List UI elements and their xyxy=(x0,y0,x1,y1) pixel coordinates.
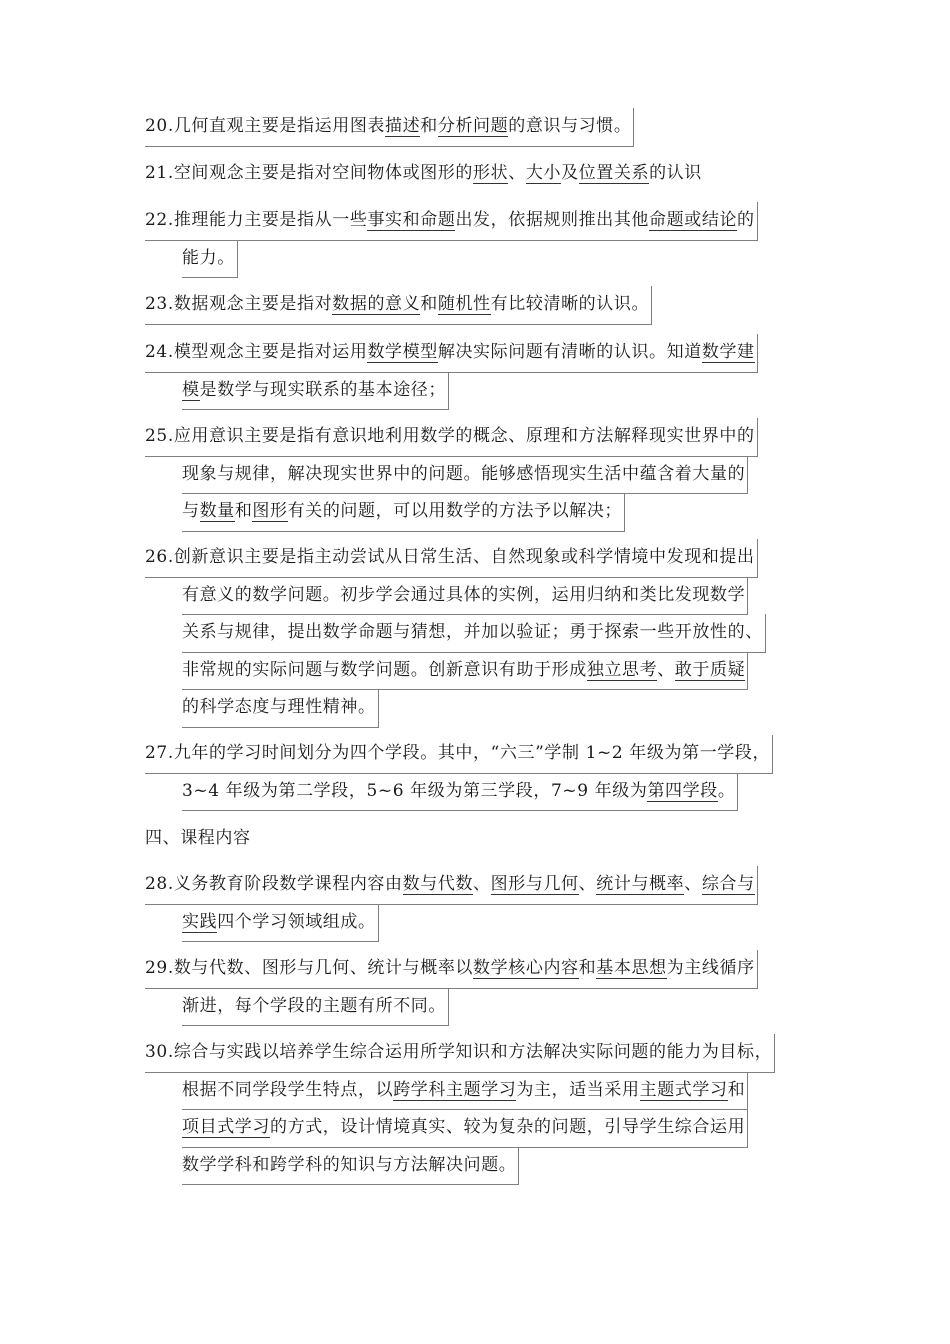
item-25-line xyxy=(145,418,810,456)
key-term: 统计与概率 xyxy=(596,874,685,894)
item-24-line xyxy=(145,372,810,410)
key-term: 实践 xyxy=(182,911,218,932)
line-frame xyxy=(182,577,748,616)
text-run: 与 xyxy=(182,501,200,521)
key-term: 图形 xyxy=(252,501,288,521)
item-27-line xyxy=(145,735,810,773)
text-run: 24.模型观念主要是指对运用 xyxy=(145,342,368,362)
key-term: 跨学科主题学习 xyxy=(393,1079,517,1100)
section-heading-course-content: 四、课程内容 xyxy=(145,828,251,848)
item-25-line xyxy=(145,493,810,531)
item-27 xyxy=(145,735,810,810)
text-run: 的意识与习惯。 xyxy=(508,116,632,136)
line-frame xyxy=(145,950,758,989)
key-term: 数量 xyxy=(199,501,235,521)
line-frame xyxy=(145,1034,775,1073)
item-28-line xyxy=(145,866,810,904)
item-30 xyxy=(145,1034,810,1184)
line-frame xyxy=(145,735,773,774)
text-run: 30.综合与实践以培养学生综合运用所学知识和方法解决实际问题的能力为目标， xyxy=(145,1042,773,1062)
text-run: 29.数与代数、图形与几何、统计与概率以 xyxy=(145,958,474,978)
text-run: 25.应用意识主要是指有意识地利用数学的概念、原理和方法解释现实世界中的 xyxy=(145,426,755,446)
text-run: 23.数据观念主要是指对 xyxy=(145,294,333,314)
text-run: 现象与规律，解决现实世界中的问题。能够感悟现实生活中蕴含着大量的 xyxy=(182,463,746,484)
item-27-line xyxy=(145,773,810,811)
text-run: 、 xyxy=(684,874,702,894)
text-run: 、 xyxy=(508,163,526,183)
line-frame xyxy=(145,539,758,578)
key-term: 描述 xyxy=(385,116,421,136)
text-run: 和 xyxy=(420,116,438,136)
item-24-line xyxy=(145,334,810,372)
key-term: 形状 xyxy=(473,163,509,183)
line-frame xyxy=(182,493,625,532)
item-20 xyxy=(145,108,810,146)
item-20-line xyxy=(145,108,810,146)
text-run: 和 xyxy=(727,1079,746,1100)
text-run: 22.推理能力主要是指从一些 xyxy=(145,210,368,230)
key-term: 数与代数 xyxy=(402,874,474,894)
line-frame xyxy=(145,202,758,241)
item-28-line xyxy=(145,904,810,942)
key-term: 图形与几何 xyxy=(490,874,579,894)
text-run: 的科学态度与理性精神。 xyxy=(182,697,376,717)
text-run: 四个学习领域组成。 xyxy=(217,911,376,932)
text-run: 渐进，每个学段的主题有所不同。 xyxy=(182,995,446,1016)
item-21-line xyxy=(145,155,810,193)
key-term: 模 xyxy=(182,379,200,400)
text-run: 数学学科和跨学科的知识与方法解决问题。 xyxy=(182,1154,517,1175)
line-frame xyxy=(145,866,758,905)
text-run: 和 xyxy=(420,294,438,314)
item-21 xyxy=(145,155,810,193)
line-frame xyxy=(145,334,758,373)
item-30-line xyxy=(145,1147,810,1185)
key-term: 综合与 xyxy=(701,874,755,894)
key-term: 命题或结论 xyxy=(649,210,738,230)
item-23-line xyxy=(145,286,810,324)
key-term: 第四学段 xyxy=(647,780,718,801)
item-22-line xyxy=(145,202,810,240)
line-frame xyxy=(182,372,449,411)
line-frame xyxy=(145,155,704,193)
key-term: 独立思考 xyxy=(586,659,658,680)
text-run: 的认识 xyxy=(649,163,702,183)
item-22-line xyxy=(145,240,810,278)
item-25-line xyxy=(145,456,810,494)
item-30-line xyxy=(145,1034,810,1072)
text-run: 有关的问题，可以用数学的方法予以解决； xyxy=(287,501,623,521)
item-24 xyxy=(145,334,810,409)
text-run: 20.几何直观主要是指运用图表 xyxy=(145,116,386,136)
line-frame xyxy=(182,614,766,653)
text-run: 3~4 年级为第二学段，5~6 年级为第三学段，7~9 年级为 xyxy=(182,780,648,801)
item-29 xyxy=(145,950,810,1025)
line-frame xyxy=(182,652,748,691)
text-run: 。 xyxy=(717,780,736,801)
text-run: 根据不同学段学生特点，以 xyxy=(182,1079,394,1100)
line-frame xyxy=(182,1147,519,1186)
text-run: 非常规的实际问题与数学问题。创新意识有助于形成 xyxy=(182,659,587,680)
line-frame xyxy=(182,1072,748,1111)
text-run: 、 xyxy=(578,874,597,894)
text-run: 和 xyxy=(578,958,597,978)
key-term: 敢于质疑 xyxy=(674,659,746,680)
item-26 xyxy=(145,539,810,727)
text-run: 21.空间观念主要是指对空间物体或图形的 xyxy=(145,163,474,183)
line-frame xyxy=(182,904,379,943)
text-run: 及 xyxy=(561,163,579,183)
key-term: 大小 xyxy=(525,163,562,183)
key-term: 数学建 xyxy=(701,342,755,362)
key-term: 位置关系 xyxy=(578,163,650,183)
item-26-line xyxy=(145,614,810,652)
text-run: 有意义的数学问题。初步学会通过具体的实例，运用归纳和类比发现数学 xyxy=(182,584,746,605)
item-29-line xyxy=(145,950,810,988)
text-run: 27.九年的学习时间划分为四个学段。其中，“六三”学制 1~2 年级为第一学段， xyxy=(145,743,771,763)
line-frame xyxy=(145,418,758,457)
item-26-line xyxy=(145,539,810,577)
text-run: 能力。 xyxy=(182,247,235,268)
text-run: 和 xyxy=(234,501,253,521)
item-23 xyxy=(145,286,810,324)
text-run: 、 xyxy=(657,659,675,680)
key-term: 随机性 xyxy=(437,294,491,314)
item-26-line xyxy=(145,652,810,690)
key-term: 数学模型 xyxy=(367,342,438,362)
item-26-line xyxy=(145,577,810,615)
text-run: 是数学与现实联系的基本途径； xyxy=(199,379,447,400)
text-run: 为主，适当采用 xyxy=(516,1079,640,1100)
text-run: 26.创新意识主要是指主动尝试从日常生活、自然现象或科学情境中发现和提出 xyxy=(145,547,755,567)
line-frame xyxy=(182,988,449,1027)
key-term: 数学核心内容 xyxy=(473,958,579,978)
line-frame xyxy=(182,689,379,728)
text-run: 、 xyxy=(473,874,491,894)
line-frame xyxy=(182,773,738,812)
key-term: 数据的意义 xyxy=(332,294,421,314)
item-29-line xyxy=(145,988,810,1026)
text-run: 出发，依据规则推出其他 xyxy=(455,210,650,230)
item-28 xyxy=(145,866,810,941)
item-25 xyxy=(145,418,810,531)
text-run: 的 xyxy=(737,210,755,230)
key-term: 主题式学习 xyxy=(639,1079,728,1100)
key-term: 基本思想 xyxy=(596,958,667,978)
text-run: 解决实际问题有清晰的认识。知道 xyxy=(437,342,702,362)
text-run: 的方式，设计情境真实、较为复杂的问题，引导学生综合运用 xyxy=(270,1117,746,1137)
line-frame xyxy=(182,456,748,495)
text-run: 28.义务教育阶段数学课程内容由 xyxy=(145,874,403,894)
line-frame xyxy=(182,1109,748,1148)
line-frame xyxy=(182,240,238,279)
line-frame xyxy=(145,286,652,325)
key-term: 分析问题 xyxy=(437,116,509,136)
text-run: 关系与规律，提出数学命题与猜想，并加以验证；勇于探索一些开放性的、 xyxy=(182,622,763,642)
item-30-line xyxy=(145,1109,810,1147)
text-run: 为主线循序 xyxy=(666,958,755,978)
text-run: 有比较清晰的认识。 xyxy=(490,294,650,314)
item-30-line xyxy=(145,1072,810,1110)
item-22 xyxy=(145,202,810,277)
key-term: 项目式学习 xyxy=(182,1117,270,1137)
line-frame xyxy=(145,108,634,147)
key-term: 事实和命题 xyxy=(367,210,456,230)
item-26-line xyxy=(145,689,810,727)
